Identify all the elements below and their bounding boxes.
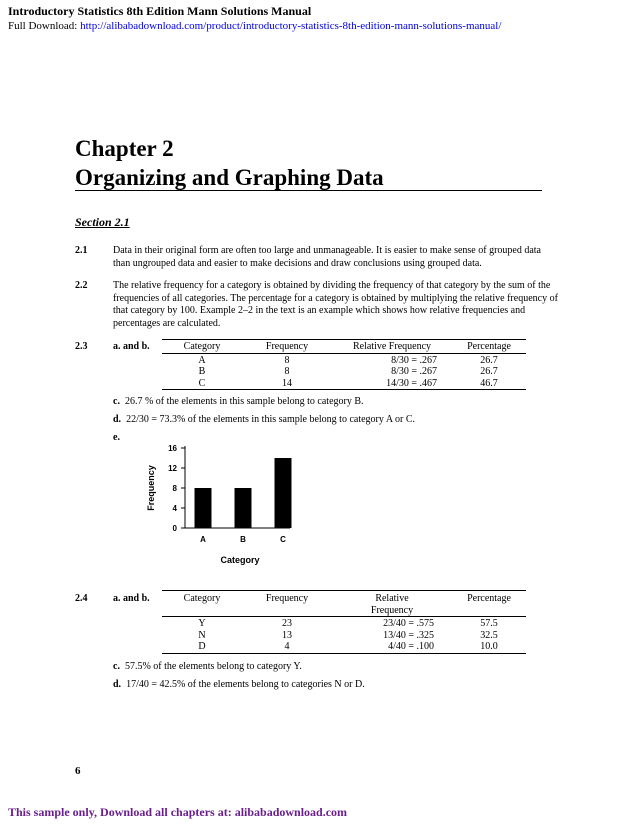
table-row [162, 618, 526, 630]
table-cell: 8/30 = .267 [391, 366, 437, 377]
chapter-number: Chapter 2 [75, 136, 174, 161]
table-row [162, 355, 526, 367]
table-cell: D [198, 641, 206, 652]
y-tick-label: 8 [172, 484, 177, 493]
table-row [162, 641, 526, 653]
table-cell: N [198, 629, 206, 641]
problem-text: The relative frequency for a category is obtained by dividing the frequency of that category by the sum of the frequencies of all categories. The percentage for a category is obtained by multiplying the relative frequency of that category by 100. Example 2–2 in the text is an example which shows how relative frequencies and percentages are calculated. [113, 280, 558, 329]
chapter-title: Organizing and Graphing Data [75, 165, 384, 190]
table-header-row [162, 591, 526, 617]
part-text: 26.7 % of the elements in this sample belong to category B. [124, 396, 364, 407]
table-cell: 13 [282, 629, 292, 641]
part-label: e. [113, 432, 120, 443]
table-cell: 14/30 = .467 [386, 377, 437, 389]
table-header: Category [183, 341, 221, 352]
download-link[interactable]: http://alibabadownload.com/product/introductory-statistics-8th-edition-mann-solutions-manual/ [80, 20, 502, 32]
table-cell: C [198, 377, 206, 389]
table-cell: 8 [284, 366, 290, 377]
table-cell: 14 [282, 377, 292, 389]
table-cell: A [198, 354, 206, 366]
table-header: Percentage [467, 341, 511, 352]
table-header: Category [183, 593, 221, 604]
y-tick-label: 4 [172, 504, 177, 513]
y-tick-label: 0 [172, 524, 177, 533]
frequency-table [162, 590, 526, 654]
download-label: Full Download: [8, 20, 78, 32]
part-text: 57.5% of the elements belong to category Y. [124, 661, 302, 672]
part-d [113, 414, 415, 425]
table-row [162, 378, 526, 390]
part-c [113, 396, 364, 407]
part-c [113, 661, 302, 672]
table-cell: 46.7 [480, 377, 498, 389]
table-cell: B [198, 366, 206, 377]
bar [275, 458, 292, 528]
problem-number: 2.4 [75, 593, 88, 604]
table-bottom-rule [162, 653, 526, 654]
table-cell: 23 [282, 618, 292, 629]
table-cell: 32.5 [480, 629, 498, 641]
x-axis-label: Category [220, 555, 260, 565]
part-label [113, 593, 150, 604]
table-cell: 13/40 = .325 [383, 629, 434, 641]
part-text: 22/30 = 73.3% of the elements in this sample belong to category A or C. [126, 414, 415, 425]
table-cell: 8 [284, 354, 290, 366]
chapter-rule [75, 190, 542, 191]
download-line [8, 20, 501, 32]
table-cell: 57.5 [480, 618, 498, 629]
document-title: Introductory Statistics 8th Edition Mann Solutions Manual [8, 4, 312, 18]
problem-number: 2.1 [75, 245, 88, 256]
table-cell: 4/40 = .100 [388, 641, 434, 652]
problem-number: 2.3 [75, 341, 88, 352]
y-tick-label: 12 [168, 464, 177, 473]
x-tick-label: C [280, 535, 286, 544]
section-heading: Section 2.1 [75, 215, 130, 229]
part-label: c. [113, 661, 120, 672]
x-tick-label: B [240, 535, 246, 544]
table-row [162, 630, 526, 642]
bar [195, 488, 212, 528]
part-e [113, 432, 120, 443]
y-tick-label: 16 [168, 444, 177, 453]
bar [235, 488, 252, 528]
table-cell: Y [198, 618, 206, 629]
part-label: d. [113, 679, 122, 690]
bar-chart [140, 440, 310, 570]
table-cell: 8/30 = .267 [391, 354, 437, 366]
page-number: 6 [75, 765, 81, 777]
part-label [113, 341, 150, 352]
problem-number: 2.2 [75, 280, 88, 291]
table-bottom-rule [162, 389, 526, 390]
part-ab-label: a. and b. [113, 593, 150, 604]
part-ab-label: a. and b. [113, 341, 150, 352]
frequency-table [162, 339, 526, 390]
problem-text: Data in their original form are often too large and unmanageable. It is easier to make sense of grouped data than ungrouped data and easier to make decisions and draw conclusions using grouped data. [113, 245, 541, 269]
table-header: Frequency [265, 593, 309, 604]
part-label: c. [113, 396, 120, 407]
table [162, 591, 526, 653]
footer-note: This sample only, Download all chapters at: alibabadownload.com [8, 805, 348, 819]
table-header: Frequency [265, 341, 309, 352]
table-cell: 23/40 = .575 [383, 618, 434, 629]
table-cell: 10.0 [480, 641, 498, 652]
x-tick-label: A [200, 535, 206, 544]
y-axis-label: Frequency [146, 465, 156, 511]
table-cell: 4 [284, 641, 290, 652]
table [162, 340, 526, 389]
part-text: 17/40 = 42.5% of the elements belong to categories N or D. [126, 679, 365, 690]
part-label: d. [113, 414, 122, 425]
part-d [113, 679, 365, 690]
table-cell: 26.7 [480, 366, 498, 377]
table-cell: 26.7 [480, 354, 498, 366]
table-header-row [162, 340, 526, 353]
table-header: Percentage [467, 593, 511, 604]
table-header: Relative Frequency [370, 593, 414, 616]
table-row [162, 366, 526, 378]
table-header: Relative Frequency [352, 341, 432, 352]
